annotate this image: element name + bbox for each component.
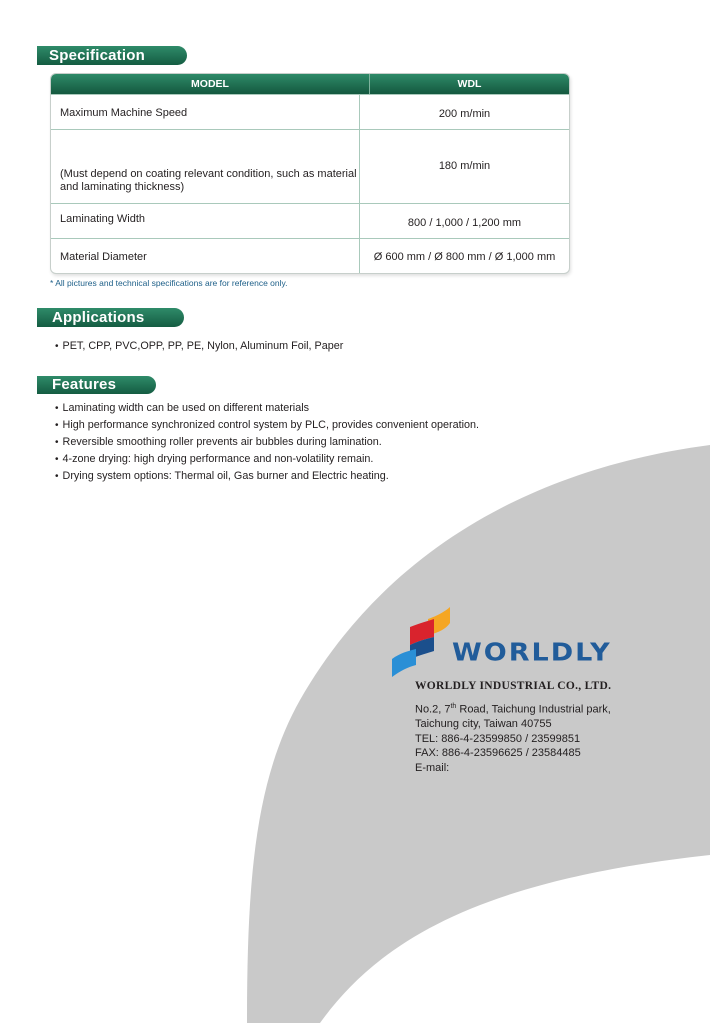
address-line: No.2, 7th Road, Taichung Industrial park, bbox=[415, 703, 611, 716]
specification-heading: Specification bbox=[37, 46, 187, 65]
row-value: Ø 600 mm / Ø 800 mm / Ø 1,000 mm bbox=[373, 251, 556, 263]
table-row bbox=[51, 94, 569, 129]
city-line: Taichung city, Taiwan 40755 bbox=[415, 718, 552, 731]
applications-list bbox=[55, 338, 343, 355]
worldly-logo-icon bbox=[388, 607, 450, 677]
email-line: E-mail: bbox=[415, 761, 450, 774]
header-wdl: WDL bbox=[457, 78, 482, 90]
list-item: • High performance synchronized control system by PLC, provides convenient operation. bbox=[55, 417, 479, 434]
row-label: (Must depend on coating relevant condition, such as material and laminating thickness) bbox=[51, 130, 360, 203]
features-list bbox=[55, 400, 479, 485]
features-heading: Features bbox=[37, 376, 156, 394]
spec-table bbox=[50, 73, 570, 274]
row-label: Laminating Width bbox=[51, 204, 360, 238]
company-name: WORLDLY INDUSTRIAL CO., LTD. bbox=[415, 680, 612, 692]
reference-note: * All pictures and technical specifications are for reference only. bbox=[50, 278, 288, 288]
list-item: • Laminating width can be used on different materials bbox=[55, 400, 479, 417]
applications-heading: Applications bbox=[37, 308, 184, 327]
header-model: MODEL bbox=[51, 74, 370, 94]
row-label: Maximum Machine Speed bbox=[51, 95, 360, 129]
list-item: • PET, CPP, PVC,OPP, PP, PE, Nylon, Aluminum Foil, Paper bbox=[55, 338, 343, 355]
table-row bbox=[51, 129, 569, 203]
spec-table-header bbox=[51, 74, 569, 94]
list-item: • 4-zone drying: high drying performance and non-volatility remain. bbox=[55, 451, 479, 468]
tel-line: TEL: 886-4-23599850 / 23599851 bbox=[415, 732, 581, 745]
table-row bbox=[51, 203, 569, 238]
list-item: • Reversible smoothing roller prevents air bubbles during lamination. bbox=[55, 434, 479, 451]
row-value: 180 m/min bbox=[438, 160, 491, 172]
row-label: Material Diameter bbox=[51, 239, 360, 273]
row-value: 800 / 1,000 / 1,200 mm bbox=[407, 217, 522, 229]
contact-block bbox=[415, 700, 611, 775]
list-item: • Drying system options: Thermal oil, Gas burner and Electric heating. bbox=[55, 468, 479, 485]
row-value: 200 m/min bbox=[438, 108, 491, 120]
table-row bbox=[51, 238, 569, 273]
fax-line: FAX: 886-4-23596625 / 23584485 bbox=[415, 747, 581, 760]
brand-wordmark: WORLDLY bbox=[452, 638, 612, 667]
